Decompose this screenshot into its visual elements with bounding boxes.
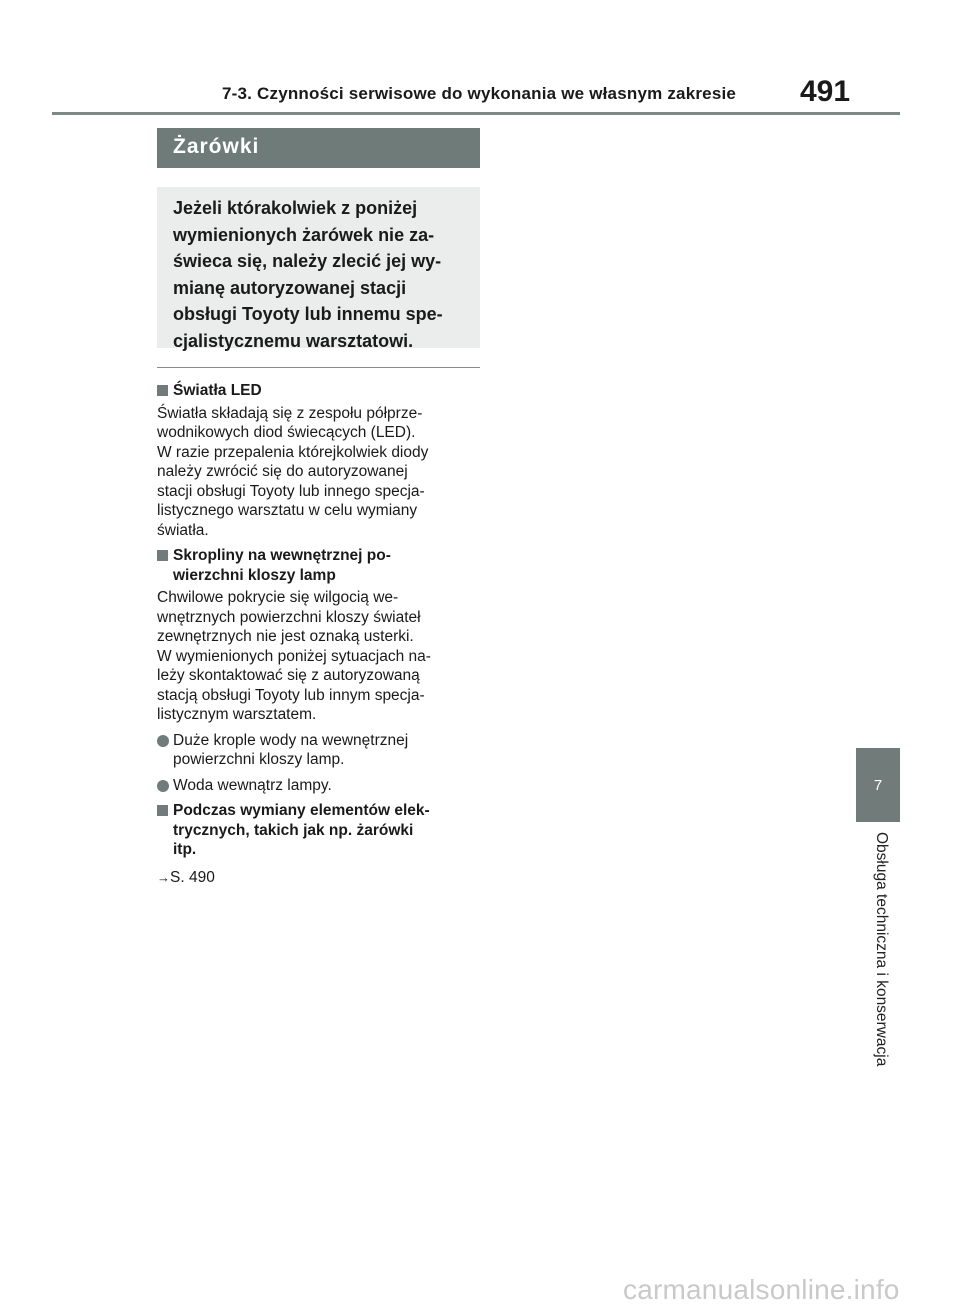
bullet-item: [157, 776, 480, 796]
arrow-right-icon: →: [157, 869, 170, 885]
paragraph-line: leży skontaktować się z autoryzowaną: [157, 667, 420, 684]
subheading-condensation: [157, 546, 480, 585]
paragraph-line: wodnikowych diod świecących (LED).: [157, 424, 416, 441]
paragraph-line: Chwilowe pokrycie się wilgocią we-: [157, 589, 399, 606]
subheading-line: wierzchni kloszy lamp: [173, 566, 336, 584]
summary-line: wymienionych żarówek nie za-: [173, 224, 435, 245]
bullet-line: powierzchni kloszy lamp.: [173, 751, 345, 768]
subheading-line: Skropliny na wewnętrznej po-: [173, 547, 391, 564]
chapter-tab-number: 7: [873, 776, 883, 794]
chapter-side-label-text: Obsługa techniczna i konserwacja: [873, 832, 890, 1067]
bullet-item: [157, 731, 480, 770]
section-title: Żarówki: [173, 135, 260, 158]
summary-line: obsługi Toyoty lub innemu spe-: [173, 304, 443, 324]
paragraph-line: stacji obsługi Toyoty lub innego specja-: [157, 482, 425, 500]
page-reference[interactable]: [157, 868, 480, 888]
chapter-tab[interactable]: [856, 748, 900, 822]
subheading-line: Światła LED: [173, 382, 262, 399]
paragraph-line: W razie przepalenia którejkolwiek diody: [157, 443, 429, 461]
watermark: carmanualsonline.info: [623, 1274, 900, 1305]
subheading-replacing-electrical: [157, 801, 480, 860]
paragraph-line: zewnętrznych nie jest oznaką usterki.: [157, 628, 414, 645]
round-bullet-icon: [157, 735, 169, 747]
subheading-led-lights: [157, 381, 480, 401]
chapter-section-title: 7-3. Czynności serwisowe do wykonania we własnym zakresie: [222, 84, 737, 103]
content-divider: [157, 367, 480, 368]
summary-line: cjalistycznemu warsztatowi.: [173, 330, 414, 351]
square-bullet-icon: [157, 805, 168, 816]
bullet-line: Woda wewnątrz lampy.: [173, 776, 332, 794]
summary-line: mianę autoryzowanej stacji: [173, 277, 407, 298]
paragraph-line: wnętrznych powierzchni kloszy świateł: [157, 608, 421, 626]
round-bullet-icon: [157, 780, 169, 792]
bullet-line: Duże krople wody na wewnętrznej: [173, 731, 409, 749]
summary-line: Jeżeli którakolwiek z poniżej: [173, 198, 418, 218]
paragraph-line: Światła składają się z zespołu półprze-: [157, 404, 423, 422]
subheading-line: Podczas wymiany elementów elek-: [173, 802, 430, 819]
paragraph-line: listycznym warsztatem.: [157, 706, 317, 723]
subheading-line: itp.: [173, 841, 197, 858]
paragraph-line: należy zwrócić się do autoryzowanej: [157, 463, 408, 480]
paragraph-led: [157, 404, 480, 541]
paragraph-line: W wymienionych poniżej sytuacjach na-: [157, 647, 431, 665]
body-content: [157, 375, 480, 887]
paragraph-line: światła.: [157, 521, 209, 539]
section-title-bar: [157, 128, 480, 168]
paragraph-line: listycznego warsztatu w celu wymiany: [157, 502, 418, 519]
subheading-line: trycznych, takich jak np. żarówki: [173, 821, 414, 839]
square-bullet-icon: [157, 385, 168, 396]
paragraph-condensation: [157, 588, 480, 725]
chapter-side-label: [866, 832, 890, 1112]
summary-box: [157, 187, 480, 351]
page-reference-text: S. 490: [170, 868, 215, 886]
header-divider: [52, 112, 900, 115]
square-bullet-icon: [157, 550, 168, 561]
paragraph-line: stacją obsługi Toyoty lub innym specja-: [157, 686, 425, 704]
page-number: 491: [800, 75, 851, 108]
summary-line: świeca się, należy zlecić jej wy-: [173, 251, 442, 271]
